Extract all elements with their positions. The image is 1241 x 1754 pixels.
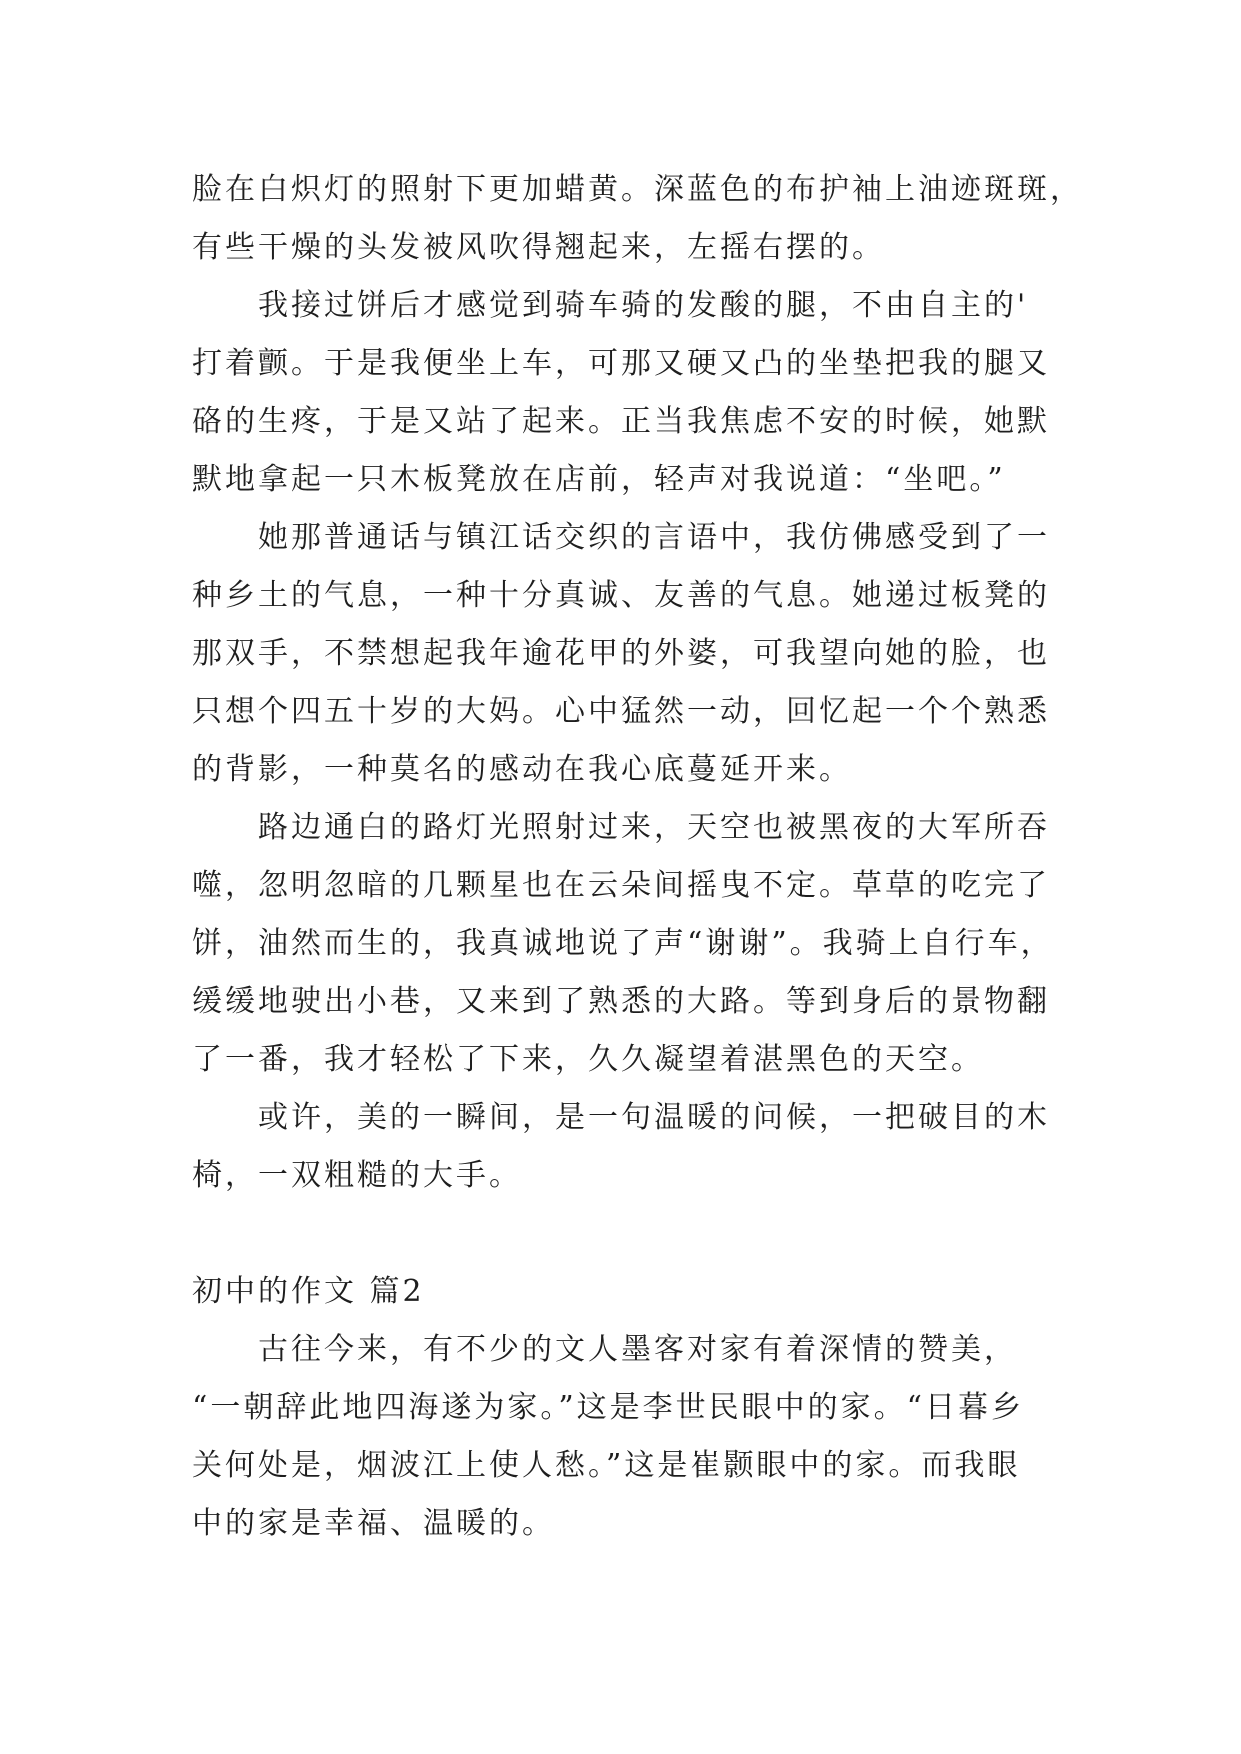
text-line: 关何处是，烟波江上使人愁。”这是崔颢眼中的家。而我眼: [192, 1448, 1021, 1483]
text-line: 椅，一双粗糙的大手。: [192, 1158, 522, 1193]
text-line: 或许，美的一瞬间，是一句温暖的问候，一把破目的木: [258, 1100, 1050, 1135]
text-line: 只想个四五十岁的大妈。心中猛然一动，回忆起一个个熟悉: [192, 694, 1050, 729]
blank-line: [192, 1205, 1152, 1263]
text-line: 脸在白炽灯的照射下更加蜡黄。深蓝色的布护袖上油迹斑斑，: [192, 172, 1083, 207]
section-heading: 初中的作文 篇2: [192, 1274, 425, 1309]
text-line: 打着颤。于是我便坐上车，可那又硬又凸的坐垫把我的腿又: [192, 346, 1050, 381]
text-line: 的背影，一种莫名的感动在我心底蔓延开来。: [192, 752, 852, 787]
text-line: 她那普通话与镇江话交织的言语中，我仿佛感受到了一: [258, 520, 1050, 555]
body-text: [192, 161, 1152, 1553]
text-line: 种乡土的气息，一种十分真诚、友善的气息。她递过板凳的: [192, 578, 1050, 613]
text-line: 缓缓地驶出小巷，又来到了熟悉的大路。等到身后的景物翻: [192, 984, 1050, 1019]
text-line: “一朝辞此地四海遂为家。”这是李世民眼中的家。“日暮乡: [192, 1390, 1025, 1425]
text-line: 有些干燥的头发被风吹得翘起来，左摇右摆的。: [192, 230, 885, 265]
text-line: 噬，忽明忽暗的几颗星也在云朵间摇曳不定。草草的吃完了: [192, 868, 1050, 903]
paragraph: [192, 509, 1152, 799]
paragraph: [192, 1321, 1152, 1553]
text-line: 那双手，不禁想起我年逾花甲的外婆，可我望向她的脸，也: [192, 636, 1050, 671]
paragraph: [192, 277, 1152, 509]
text-line: 古往今来，有不少的文人墨客对家有着深情的赞美，: [258, 1332, 1017, 1367]
paragraph: [192, 799, 1152, 1089]
text-line: 我接过饼后才感觉到骑车骑的发酸的腿，不由自主的': [258, 288, 1029, 323]
text-line: 路边通白的路灯光照射过来，天空也被黑夜的大军所吞: [258, 810, 1050, 845]
text-line: 硌的生疼，于是又站了起来。正当我焦虑不安的时候，她默: [192, 404, 1050, 439]
text-line: 中的家是幸福、温暖的。: [192, 1506, 555, 1541]
paragraph: [192, 1089, 1152, 1205]
text-line: 默地拿起一只木板凳放在店前，轻声对我说道：“坐吧。”: [192, 462, 1006, 497]
text-line: 饼，油然而生的，我真诚地说了声“谢谢”。我骑上自行车，: [192, 926, 1054, 961]
paragraph: [192, 161, 1152, 277]
text-line: 了一番，我才轻松了下来，久久凝望着湛黑色的天空。: [192, 1042, 984, 1077]
